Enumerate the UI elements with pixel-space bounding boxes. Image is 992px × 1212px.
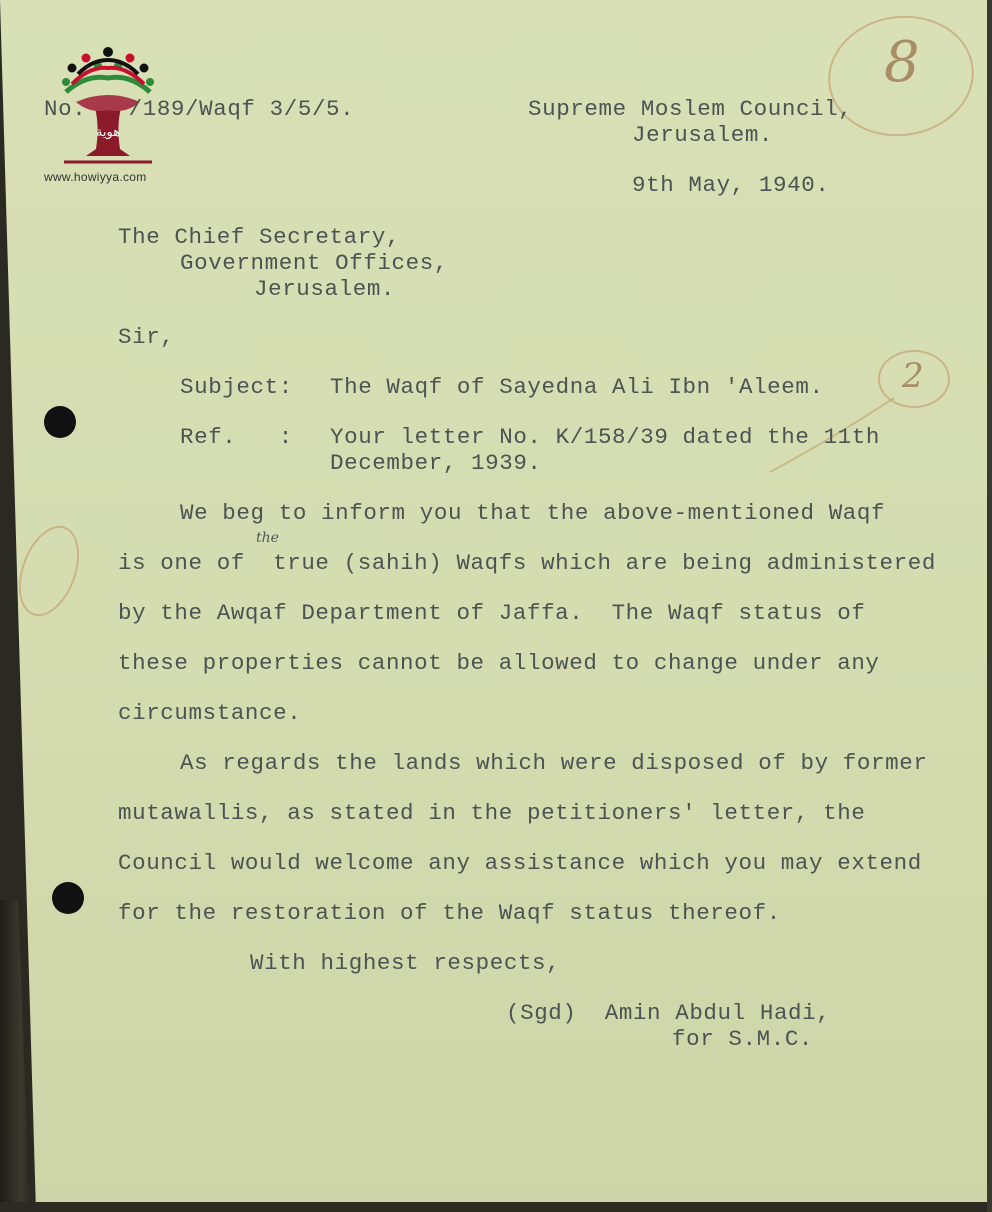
sender-city: Jerusalem.: [632, 122, 774, 148]
salutation: Sir,: [118, 324, 175, 350]
addressee-line-1: The Chief Secretary,: [118, 224, 401, 250]
page-edge-right: [987, 0, 992, 1212]
circled-number: 2: [902, 356, 924, 396]
punch-hole-bottom: [52, 882, 84, 914]
body-p1-line-4: these properties cannot be allowed to change under any: [118, 650, 880, 676]
sender-organization: Supreme Moslem Council,: [528, 96, 853, 122]
handwritten-insertion: the: [256, 530, 279, 546]
signature-line-2: for S.M.C.: [672, 1026, 814, 1052]
subject-label: Subject:: [180, 374, 293, 400]
signature-line-1: (Sgd) Amin Abdul Hadi,: [506, 1000, 831, 1026]
ref-label: Ref. :: [180, 424, 293, 450]
ref-line-2: December, 1939.: [330, 450, 542, 476]
reference-number: No. /189/Waqf 3/5/5.: [44, 96, 355, 122]
body-p1-line-2: is one of true (sahih) Waqfs which are being administered: [118, 550, 936, 576]
body-p2-line-3: Council would welcome any assistance which you may extend: [118, 850, 922, 876]
punch-hole-top: [44, 406, 76, 438]
body-p2-line-4: for the restoration of the Waqf status thereof.: [118, 900, 781, 926]
letter-date: 9th May, 1940.: [632, 172, 830, 198]
page-edge-bottom: [0, 1202, 992, 1212]
ref-line-1: Your letter No. K/158/39 dated the 11th: [330, 424, 880, 450]
logo-url: www.howiyya.com: [44, 170, 147, 184]
body-p2-line-2: mutawallis, as stated in the petitioners' letter, the: [118, 800, 866, 826]
body-p1-line-5: circumstance.: [118, 700, 302, 726]
body-p1-line-3: by the Awqaf Department of Jaffa. The Waqf status of: [118, 600, 866, 626]
closing: With highest respects,: [250, 950, 561, 976]
addressee-line-3: Jerusalem.: [254, 276, 396, 302]
addressee-line-2: Government Offices,: [180, 250, 448, 276]
folio-number: 8: [884, 30, 920, 95]
subject-text: The Waqf of Sayedna Ali Ibn 'Aleem.: [330, 374, 824, 400]
body-p1-line-1: We beg to inform you that the above-mentioned Waqf: [180, 500, 886, 526]
body-p2-line-1: As regards the lands which were disposed of by former: [180, 750, 928, 776]
svg-text:هوية: هوية: [95, 125, 121, 140]
